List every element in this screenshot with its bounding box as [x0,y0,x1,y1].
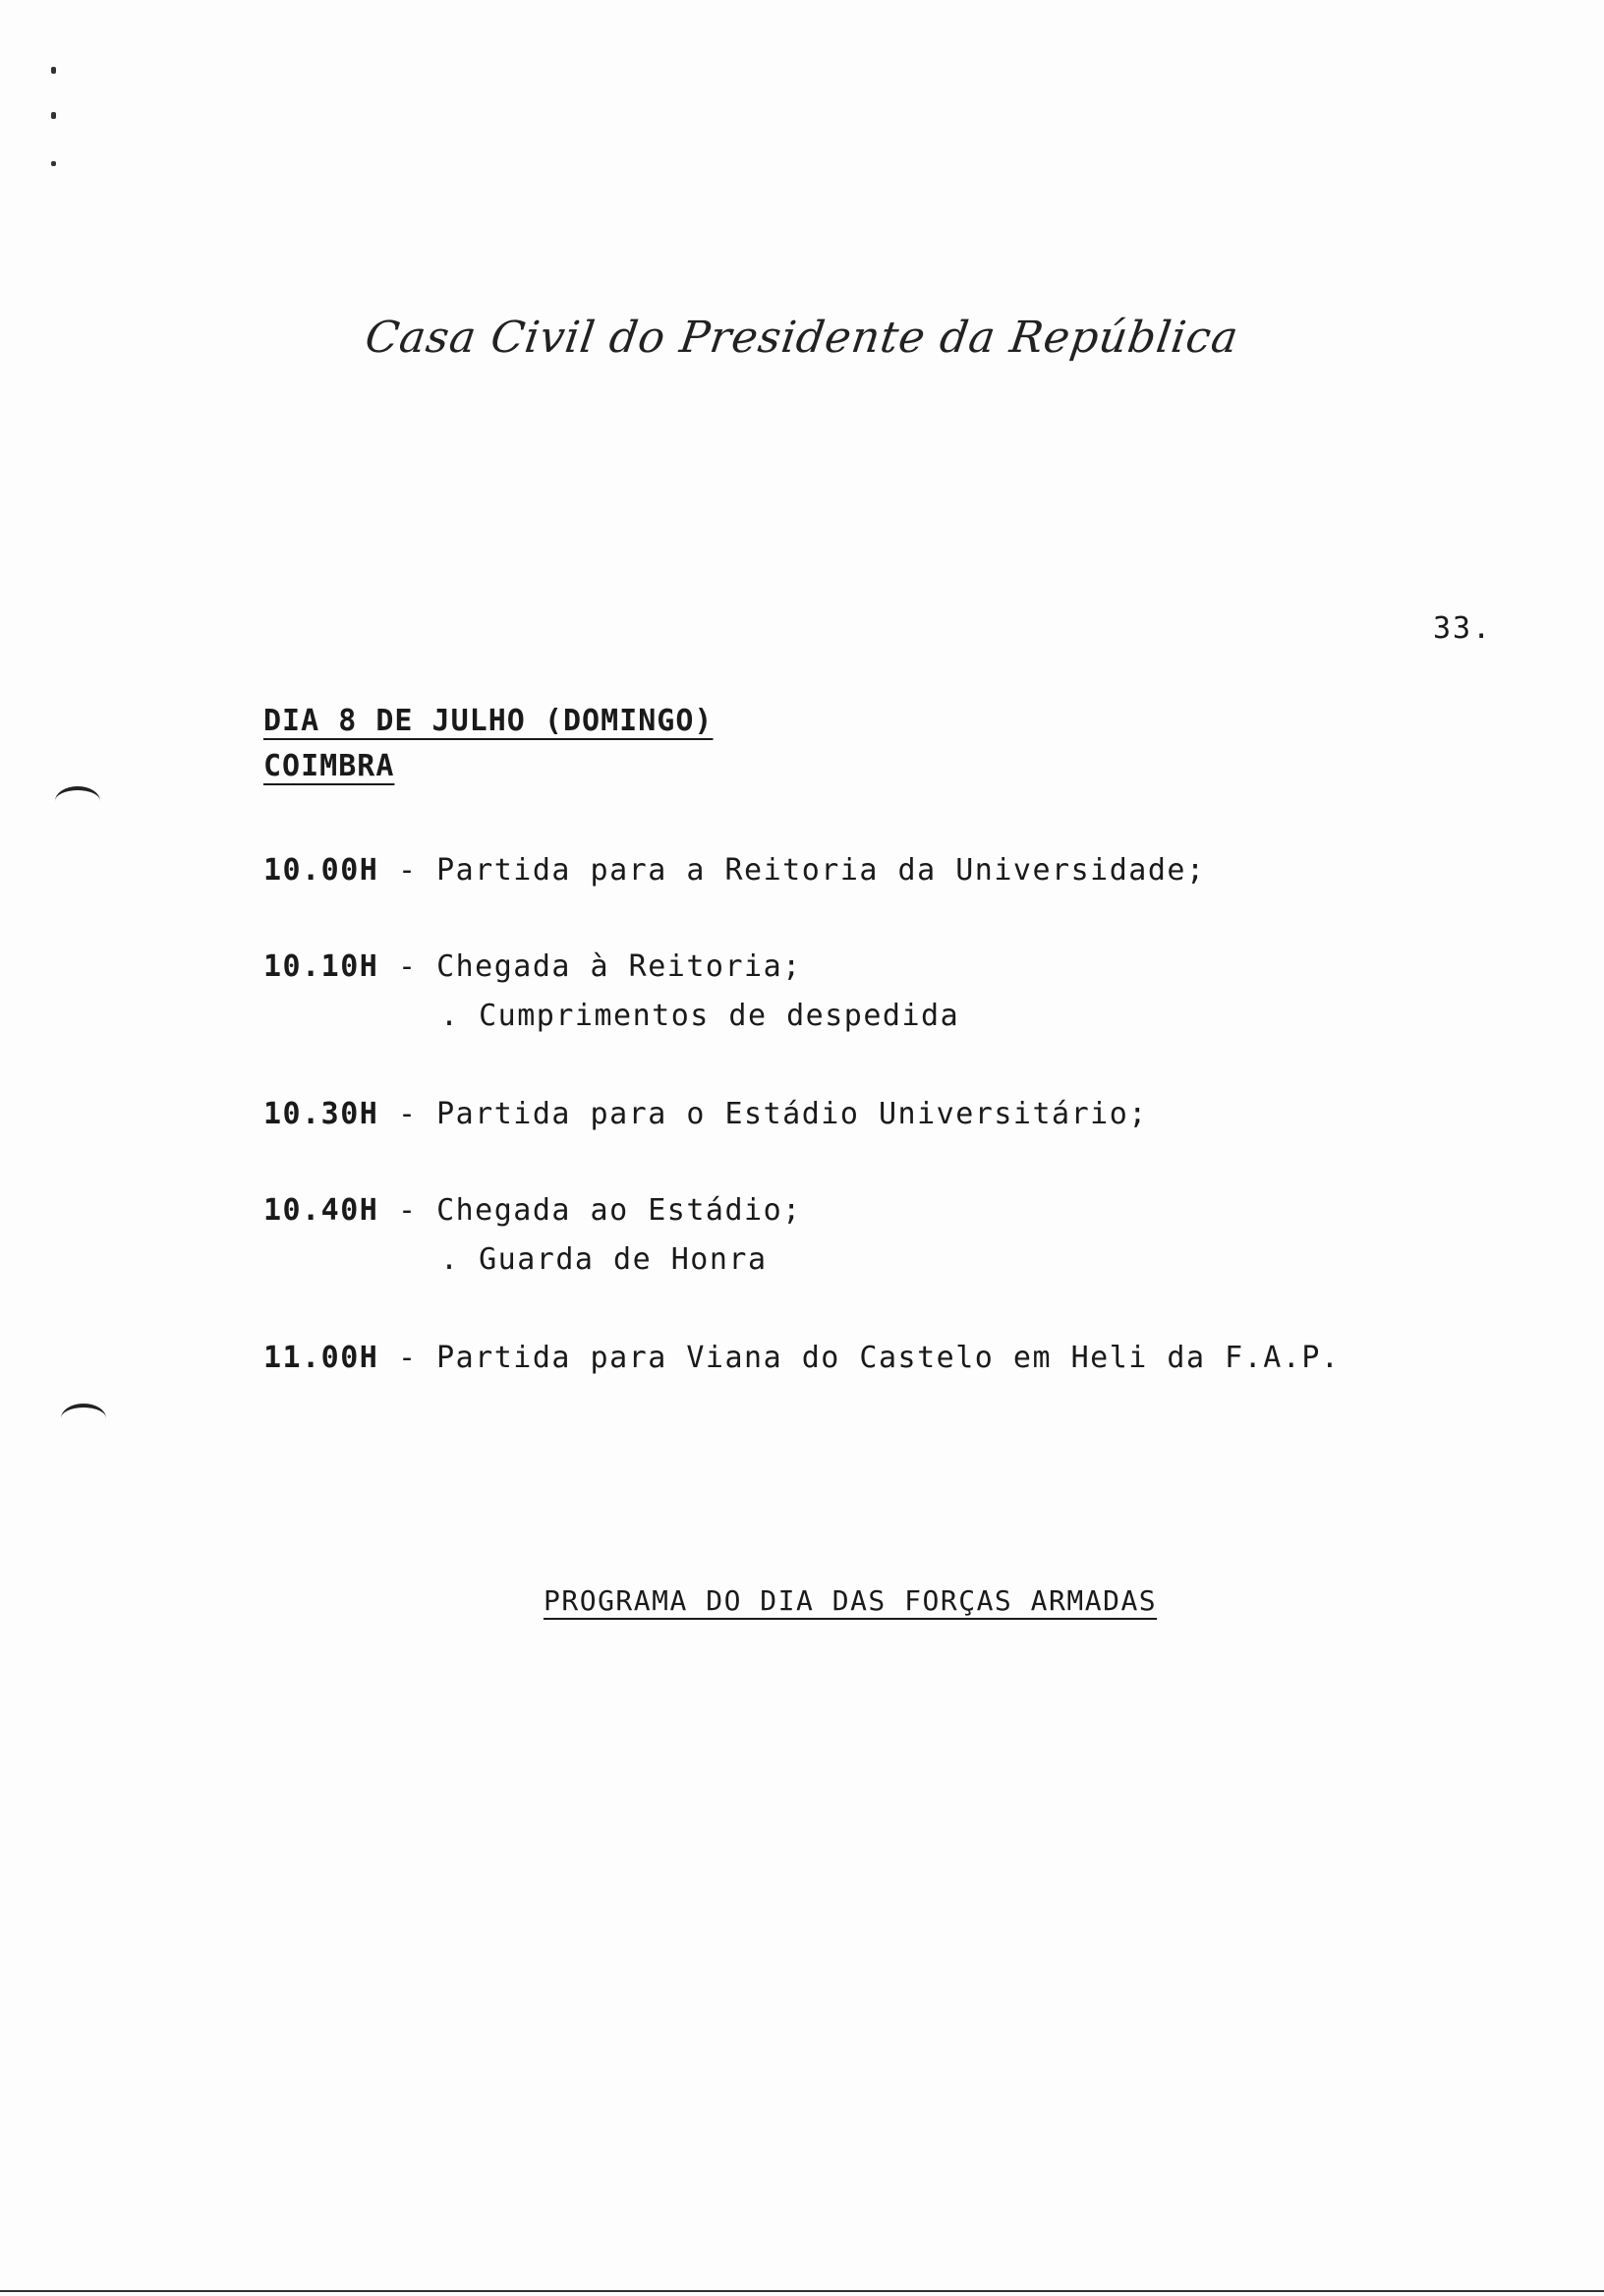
scan-mark [51,67,56,74]
schedule-entry [263,949,802,984]
scan-mark [51,161,56,166]
entry-dash: - [397,949,418,984]
entry-dash: - [397,1097,418,1131]
page-bottom-edge [0,2290,1604,2292]
schedule-entry [263,1193,802,1228]
entry-text: Chegada à Reitoria; [436,949,802,984]
entry-time: 10.30H [263,1097,379,1131]
entry-time: 10.10H [263,949,379,984]
entry-dash: - [397,1193,418,1228]
entry-subitem: . Guarda de Honra [440,1242,768,1277]
entry-text: Partida para Viana do Castelo em Heli da F.A.P. [436,1341,1341,1375]
entry-dash: - [397,853,418,888]
entry-text: Chegada ao Estádio; [436,1193,802,1228]
schedule-entry [263,1097,1148,1131]
schedule-entry [263,853,1206,888]
entry-text: Partida para o Estádio Universitário; [436,1097,1148,1131]
punch-hole-mark [55,786,100,816]
entry-time: 10.40H [263,1193,379,1228]
entry-subitem: . Cumprimentos de despedida [440,999,960,1033]
program-title: PROGRAMA DO DIA DAS FORÇAS ARMADAS [544,1584,1158,1617]
page-number: 33. [1433,611,1493,646]
scan-mark [51,112,56,119]
city-heading: COIMBRA [263,749,395,783]
entry-dash: - [397,1341,418,1375]
entry-time: 11.00H [263,1341,379,1375]
day-heading: DIA 8 DE JULHO (DOMINGO) [263,704,714,738]
entry-time: 10.00H [263,853,379,888]
punch-hole-mark [61,1404,106,1433]
schedule-entry [263,1341,1340,1375]
entry-text: Partida para a Reitoria da Universidade; [436,853,1206,888]
letterhead: Casa Civil do Presidente da República [362,313,1242,363]
